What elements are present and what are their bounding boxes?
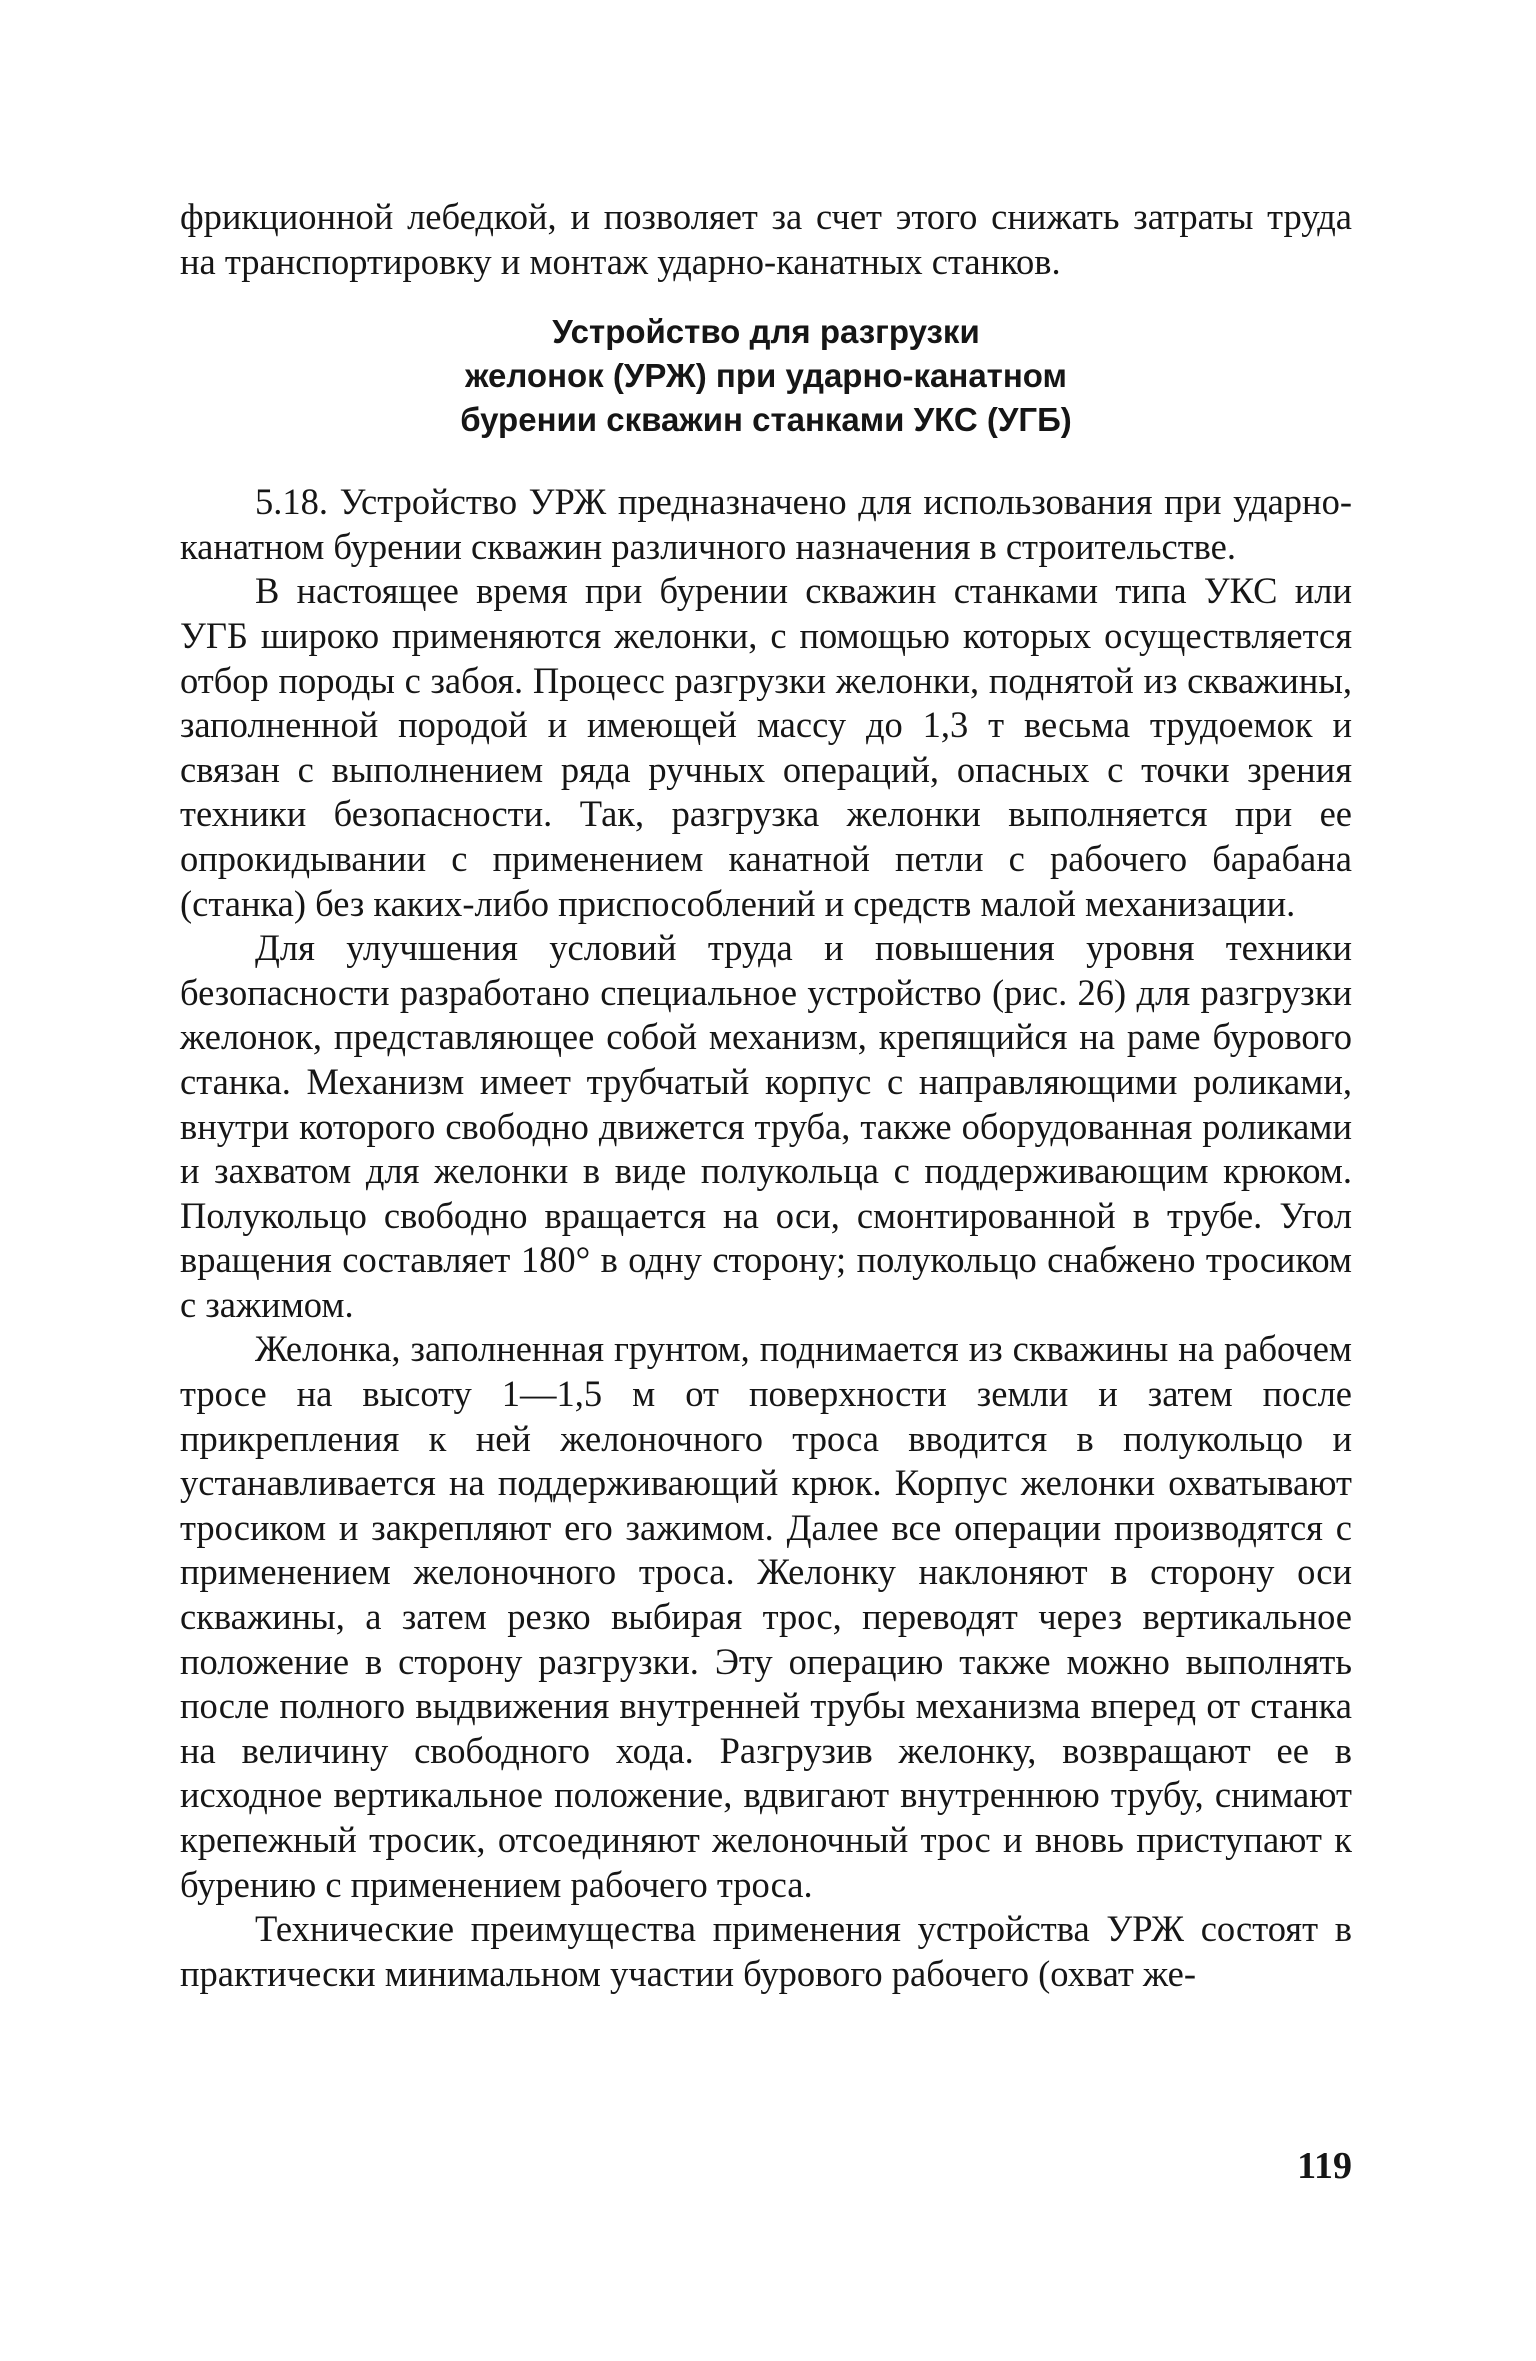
paragraph-current-practice: В настоящее время при бурении скважин станками типа УКС или УГБ широко применяются желонки, с помощью которых осуществляется отбор породы с забоя. Процесс разгрузки желонки, поднятой из скважины, заполненной породой и имеющей массу до 1,3 т весьма трудоемок и связан с выполнением ряда ручных операций, опасных с точки зрения техники безопасности. Так, разгрузка желонки выполняется при ее опрокидывании с применением канатной петли с рабочего барабана (станка) без каких-либо приспособлений и средств малой механизации. bbox=[180, 570, 1352, 924]
section-title-line-1: Устройство для разгрузки bbox=[552, 313, 980, 351]
paragraph-5-18: 5.18. Устройство УРЖ предназначено для использования при ударно-канатном бурении скважин различного назначения в строительстве. bbox=[180, 481, 1352, 567]
section-title-line-3: бурении скважин станками УКС (УГБ) bbox=[460, 401, 1072, 439]
paragraph-device-description: Для улучшения условий труда и повышения уровня техники безопасности разработано специальное устройство (рис. 26) для разгрузки желонок, представляющее собой механизм, крепящийся на раме бурового станка. Механизм имеет трубчатый корпус с направляющими роликами, внутри которого свободно движется труба, также оборудованная роликами и захватом для желонки в виде полукольца с поддерживающим крюком. Полукольцо свободно вращается на оси, смонтированной в трубе. Угол вращения составляет 180° в одну сторону; полукольцо снабжено тросиком с зажимом. bbox=[180, 927, 1352, 1325]
page-body bbox=[180, 195, 1352, 1996]
section-title-line-2: желонок (УРЖ) при ударно-канатном bbox=[465, 357, 1067, 395]
intro-paragraph: фрикционной лебедкой, и позволяет за счет этого снижать затраты труда на транспортировку и монтаж ударно-канатных станков. bbox=[180, 196, 1352, 282]
paragraph-operation-procedure: Желонка, заполненная грунтом, поднимается из скважины на рабочем тросе на высоту 1—1,5 м от поверхности земли и затем после прикрепления к ней желоночного троса вводится в полукольцо и устанавливается на поддерживающий крюк. Корпус желонки охватывают тросиком и закрепляют его зажимом. Далее все операции производятся с применением желоночного троса. Желонку наклоняют в сторону оси скважины, а затем резко выбирая трос, переводят через вертикальное положение в сторону разгрузки. Эту операцию также можно выполнять после полного выдвижения внутренней трубы механизма вперед от станка на величину свободного хода. Разгрузив желонку, возвращают ее в исходное вертикальное положение, вдвигают внутреннюю трубу, снимают крепежный тросик, отсоединяют желоночный трос и вновь приступают к бурению с применением рабочего троса. bbox=[180, 1328, 1352, 1905]
section-title bbox=[180, 310, 1352, 442]
page-number: 119 bbox=[1297, 2145, 1352, 2187]
paragraph-advantages: Технические преимущества применения устройства УРЖ состоят в практически минимальном участии бурового рабочего (охват же- bbox=[180, 1908, 1352, 1994]
